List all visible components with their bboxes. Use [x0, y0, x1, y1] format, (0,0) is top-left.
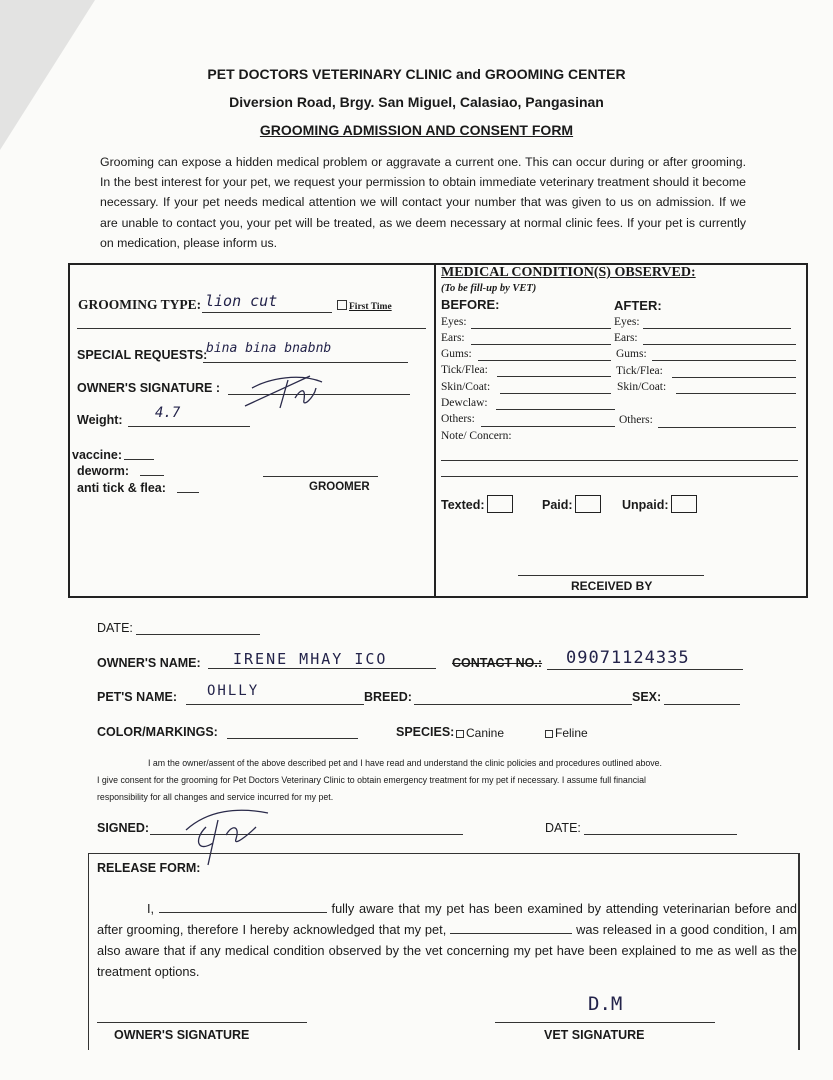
release-text-start: I, [147, 901, 159, 916]
date-label: DATE: [97, 621, 133, 635]
medical-title: MEDICAL CONDITION(S) OBSERVED: [441, 265, 696, 280]
before-gums-label: Gums: [441, 348, 472, 360]
clinic-address: Diversion Road, Brgy. San Miguel, Calasiao, Pangasinan [229, 94, 604, 110]
consent-date-label: DATE: [545, 821, 581, 835]
first-time-checkbox[interactable] [337, 300, 347, 310]
after-others-line [658, 427, 796, 428]
release-paragraph [97, 898, 797, 982]
contact-value[interactable]: 09071124335 [566, 648, 690, 668]
before-label: BEFORE: [441, 297, 500, 312]
before-skincoat-label: Skin/Coat: [441, 381, 491, 393]
owner-name-line [208, 668, 436, 669]
note-concern-label: Note/ Concern: [441, 430, 512, 442]
form-title-text: GROOMING ADMISSION AND CONSENT FORM [259, 122, 574, 138]
before-gums-line [478, 360, 611, 361]
deworm-line [140, 475, 164, 476]
grooming-type-line [202, 312, 332, 313]
unpaid-field[interactable] [622, 495, 697, 513]
form-title [0, 122, 833, 138]
owner-signature-mark [240, 368, 330, 413]
before-eyes-label: Eyes: [441, 316, 467, 328]
species-label: SPECIES: [396, 725, 455, 739]
before-eyes-line [471, 328, 611, 329]
after-eyes-line [643, 328, 791, 329]
intro-paragraph: Grooming can expose a hidden medical problem or aggravate a current one. This can occur during or after grooming. In the best interest for your pet, we request your permission to obtain immediate veterinary treatment should it become necessary. If your pet needs medical attention we will contact your number that was given to us on admission. If we are unable to contact you, your pet will be treated, as we deem necessary at normal clinic fees. If your pet is currently on medication, please inform us. [100, 155, 746, 250]
consent-date-line[interactable] [584, 834, 737, 835]
vet-sig-label: VET SIGNATURE [544, 1028, 645, 1042]
owner-sig-line[interactable] [97, 1022, 307, 1023]
paid-label: Paid: [542, 498, 573, 512]
groomer-line [263, 476, 378, 477]
received-by-line [518, 575, 704, 576]
grooming-type-label: GROOMING TYPE: [78, 297, 202, 312]
contact-line [547, 669, 743, 670]
consent-line-2: I give consent for the grooming for Pet Doctors Veterinary Clinic to obtain emergency treatment for my pet if necessary. I assume full financial [97, 775, 646, 785]
note-line-2 [441, 476, 798, 477]
canine-checkbox[interactable] [456, 730, 464, 738]
consent-line-1: I am the owner/assent of the above described pet and I have read and understand the clinic policies and procedures outlined above. [148, 758, 662, 768]
sex-line[interactable] [664, 704, 740, 705]
before-ears-label: Ears: [441, 332, 465, 344]
before-ears-line [471, 344, 611, 345]
anti-tick-label: anti tick & flea: [77, 481, 166, 495]
medical-subtitle: (To be fill-up by VET) [441, 283, 537, 294]
vaccine-label: vaccine: [72, 448, 123, 462]
owner-signature-label: OWNER'S SIGNATURE : [77, 381, 221, 395]
feline-label: Feline [555, 726, 588, 740]
weight-value[interactable]: 4.7 [155, 405, 181, 421]
canine-label: Canine [466, 726, 505, 740]
grooming-extra-line [77, 328, 426, 329]
before-dewclaw-label: Dewclaw: [441, 397, 488, 409]
anti-tick-line [177, 492, 199, 493]
breed-label: BREED: [364, 690, 412, 704]
pet-name-value[interactable]: OHLLY [207, 683, 260, 699]
special-requests-value[interactable]: bina bina bnabnb [206, 341, 332, 356]
contact-label: CONTACT NO.: [452, 656, 543, 670]
after-skincoat-label: Skin/Coat: [617, 381, 667, 393]
after-label: AFTER: [614, 298, 662, 313]
vet-sig-line[interactable] [495, 1022, 715, 1023]
texted-label: Texted: [441, 498, 485, 512]
before-tickflea-label: Tick/Flea: [441, 364, 488, 376]
release-title: RELEASE FORM: [97, 861, 201, 875]
owner-name-label: OWNER'S NAME: [97, 656, 201, 670]
breed-line[interactable] [414, 704, 632, 705]
special-requests-label: SPECIAL REQUESTS: [77, 348, 208, 362]
after-eyes-label: Eyes: [614, 316, 640, 328]
before-skincoat-line [500, 393, 611, 394]
release-text-1: fully aware that my pet has been examined by attending veterinarian before and after grooming, therefore I hereby acknowledged that my pet, [97, 901, 797, 937]
before-dewclaw-line [496, 409, 615, 410]
paid-field[interactable] [542, 495, 601, 513]
feline-checkbox[interactable] [545, 730, 553, 738]
after-gums-line [652, 360, 796, 361]
after-others-label: Others: [619, 414, 653, 426]
special-requests-line [203, 362, 408, 363]
before-others-line [481, 426, 615, 427]
feline-option[interactable] [545, 726, 588, 740]
grooming-medical-box [68, 263, 808, 598]
deworm-label: deworm: [77, 464, 130, 478]
before-others-label: Others: [441, 413, 475, 425]
note-line-1 [441, 460, 798, 461]
after-ears-line [643, 344, 796, 345]
owner-name-value[interactable]: IRENE MHAY ICO [233, 650, 388, 668]
before-tickflea-line [497, 376, 611, 377]
first-time-field[interactable] [337, 300, 392, 312]
color-markings-label: COLOR/MARKINGS: [97, 725, 218, 739]
pet-name-label: PET'S NAME: [97, 690, 178, 704]
unpaid-label: Unpaid: [622, 498, 669, 512]
first-time-label: First Time [349, 302, 392, 312]
sex-label: SEX: [632, 690, 662, 704]
release-pet-blank[interactable] [450, 924, 572, 934]
signed-label: SIGNED: [97, 821, 150, 835]
weight-label: Weight: [77, 413, 123, 427]
date-line[interactable] [136, 634, 260, 635]
release-owner-blank[interactable] [159, 903, 327, 913]
grooming-type-value[interactable]: lion cut [205, 292, 278, 310]
weight-line [128, 426, 250, 427]
pet-name-line [186, 704, 364, 705]
color-markings-line[interactable] [227, 738, 358, 739]
texted-checkbox[interactable] [487, 495, 513, 513]
unpaid-checkbox[interactable] [671, 495, 697, 513]
paid-checkbox[interactable] [575, 495, 601, 513]
groomer-label: GROOMER [309, 481, 370, 493]
after-tickflea-line [672, 377, 796, 378]
vet-initials: D.M [588, 993, 623, 1015]
vaccine-line [124, 459, 154, 460]
texted-field[interactable] [441, 495, 513, 513]
consent-line-3: responsibility for all changes and service incurred for my pet. [97, 792, 334, 802]
received-by-label: RECEIVED BY [571, 579, 653, 593]
after-gums-label: Gums: [616, 348, 647, 360]
release-text-2: was released in a good condition, I am also aware that if any medical condition observed by the vet concerning my pet have been explained to me as well as the treatment options. [97, 922, 797, 979]
clinic-name: PET DOCTORS VETERINARY CLINIC and GROOMING CENTER [207, 66, 626, 82]
owner-sig-label: OWNER'S SIGNATURE [114, 1028, 250, 1042]
after-skincoat-line [676, 393, 796, 394]
canine-option[interactable] [456, 726, 504, 740]
after-ears-label: Ears: [614, 332, 638, 344]
after-tickflea-label: Tick/Flea: [616, 365, 663, 377]
box-divider [434, 263, 436, 598]
